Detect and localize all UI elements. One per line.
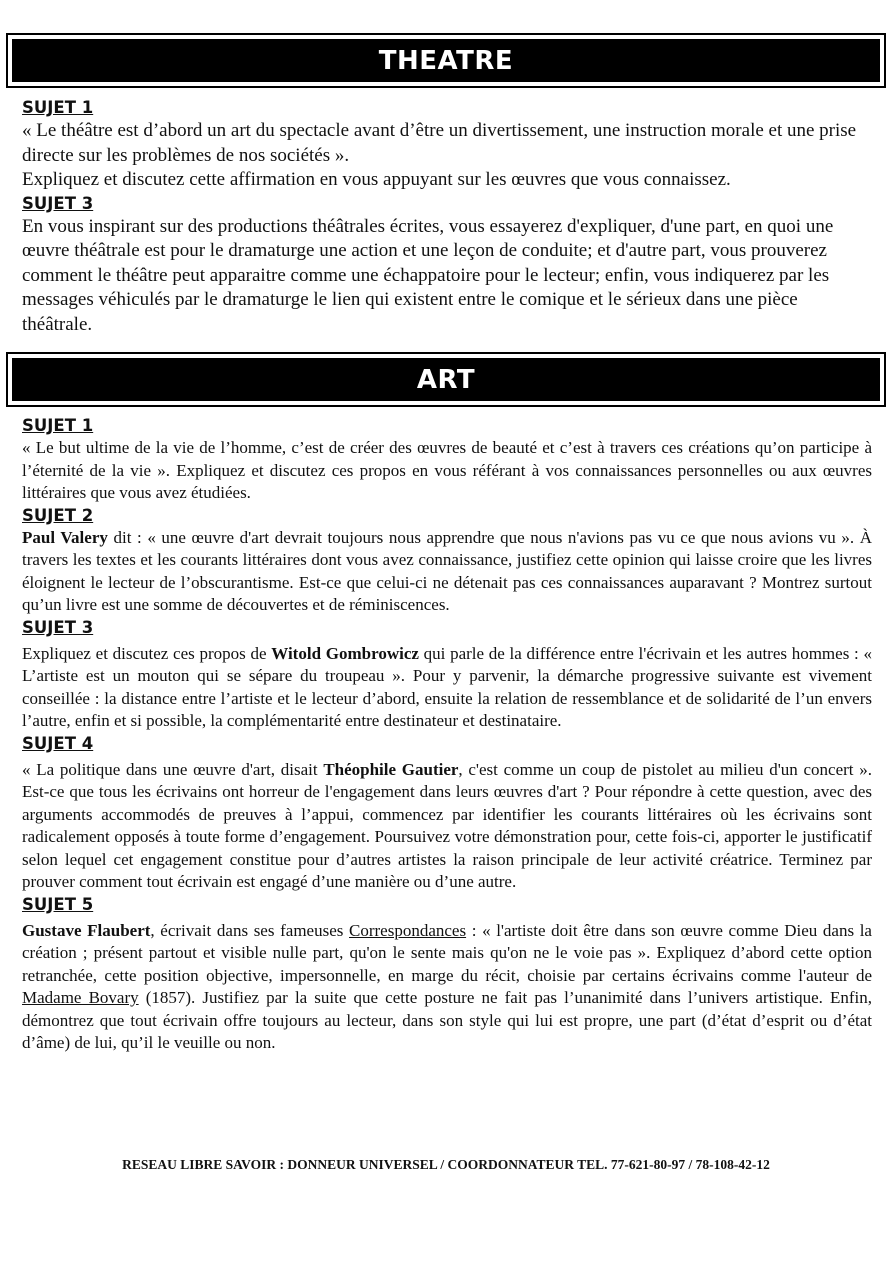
art-sujet4-body-a: « La politique dans une œuvre d'art, disait: [22, 759, 324, 779]
art-sujet2-text: [22, 527, 872, 617]
art-heading: ART: [12, 358, 880, 401]
theatre-sujet1-instruction: Expliquez et discutez cette affirmation en vous appuyant sur les œuvres que vous connaissez.: [22, 169, 731, 190]
theatre-section: [22, 97, 872, 337]
art-sujet3-body-b: qui parle de la différence entre l'écrivain et les autres hommes : « L’artiste est un mouton qui se sépare du troupeau ». Pour y parvenir, la démarche progressive suivante est vivement conseillée : la distance entre l’artiste et le lecteur d’abord, ensuite la relation de ressemblance et de solidarité de l’un envers l’autre, enfin et si possible, la complémentarité entre destinateur et destinataire.: [22, 643, 872, 730]
art-section: [22, 415, 872, 1055]
art-sujet3-author: Witold Gombrowicz: [271, 643, 419, 663]
footer-contact: RESEAU LIBRE SAVOIR : DONNEUR UNIVERSEL / COORDONNATEUR TEL. 77-621-80-97 / 78-108-42-12: [122, 1157, 770, 1172]
theatre-sujet3-label: SUJET 3: [22, 193, 94, 213]
art-sujet2-author: Paul Valery: [22, 527, 108, 547]
art-sujet1-text: « Le but ultime de la vie de l’homme, c’est de créer des œuvres de beauté et c’est à travers ces créations qu’on participe à l’éternité de la vie ». Expliquez et discutez ces propos en vous référant à vos connaissances personnelles ou aux œuvres littéraires que vous avez étudiées.: [22, 438, 872, 502]
art-sujet2-label: SUJET 2: [22, 505, 94, 525]
theatre-sujet1-label: SUJET 1: [22, 98, 94, 117]
art-sujet5-label: SUJET 5: [22, 894, 94, 914]
art-sujet4-text: [22, 759, 872, 894]
art-sujet5-body-c: (1857). Justifiez par la suite que cette posture ne fait pas l’unanimité dans l’univers artistique. Enfin, démontrez que tout écrivain offre toujours au lecteur, dans son style qui lui est propre, une part (d’état d’esprit ou d’état d’âme) de lui, qu’il le veuille ou non.: [22, 988, 872, 1052]
art-sujet5-work-correspondances: Correspondances: [349, 920, 467, 940]
art-sujet5-author: Gustave Flaubert: [22, 920, 151, 940]
art-sujet4-author: Théophile Gautier: [323, 759, 459, 779]
art-sujet3-text: [22, 643, 872, 733]
art-sujet4-label: SUJET 4: [22, 733, 94, 753]
theatre-sujet3-text: En vous inspirant sur des productions théâtrales écrites, vous essayerez d'expliquer, d'une part, en quoi une œuvre théâtrale est pour le dramaturge une action et une leçon de conduite; et d'autre part, vous prouverez comment le théâtre peut apparaitre comme une échappatoire pour le lecteur; enfin, vous indiquerez par les messages véhiculés par le dramaturge le lien qui existent entre le comique et le sérieux dans une pièce théâtrale.: [22, 215, 834, 335]
art-sujet4-body-b: , c'est comme un coup de pistolet au milieu d'un concert ». Est-ce que tous les écrivains ont horreur de l'engagement dans leurs œuvres d'art ? Pour répondre à cette question, avec des arguments accommodés de preuves à l’appui, commencez par identifier les courants littéraires où les écrivains sont radicalement opposés à toute forme d’engagement. Poursuivez votre démonstration pour, cette fois-ci, apporter le justificatif selon lequel cet engagement constitue pour d’autres artistes la raison principale de leur activité créatrice. Terminez par prouver comment tout écrivain est engagé d’une manière ou d’une autre.: [22, 759, 872, 891]
art-banner: [6, 352, 886, 407]
art-sujet1-label: SUJET 1: [22, 416, 94, 435]
art-sujet5-work-madame-bovary: Madame Bovary: [22, 988, 139, 1007]
art-sujet5-body-b: : « l'artiste doit être dans son œuvre comme Dieu dans la création ; présent partout et visible nulle part, qu'on le sente mais qu'on ne le voie pas ». Expliquez d’abord cette option retranchée, cette position objective, impersonnelle, en marge du récit, choisie par certains écrivains comme l'auteur de: [22, 920, 872, 985]
art-sujet5-body-a: , écrivait dans ses fameuses: [150, 920, 349, 940]
theatre-heading: THEATRE: [12, 39, 880, 82]
art-sujet3-body-a: Expliquez et discutez ces propos de: [22, 643, 272, 663]
theatre-banner: [6, 33, 886, 88]
art-sujet3-label: SUJET 3: [22, 617, 94, 637]
art-sujet2-body: dit : « une œuvre d'art devrait toujours nous apprendre que nous n'avions pas vu ce que nous avions vu ». À travers les textes et les courants littéraires dont vous avez connaissance, justifiez cette opinion qui laisse croire que les livres éloignent le lecteur de l’obscurantisme. Est-ce que celui-ci ne détenait pas ces connaissances auparavant ? Montrez surtout qu’un livre est une somme de découvertes et de réminiscences.: [22, 527, 872, 614]
art-sujet5-text: [22, 920, 872, 1055]
theatre-sujet1-quote: « Le théâtre est d’abord un art du spectacle avant d’être un divertissement, une instruction morale et une prise directe sur les problèmes de nos sociétés ».: [22, 120, 857, 166]
